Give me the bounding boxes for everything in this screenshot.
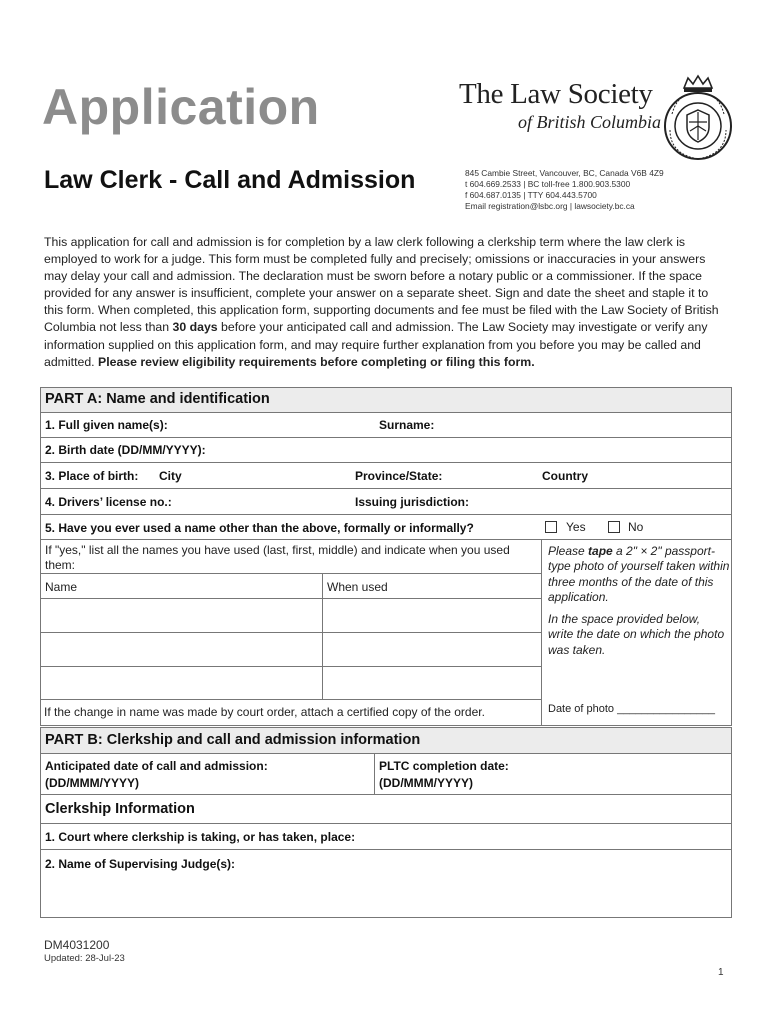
part-b-heading: PART B: Clerkship and call and admission information <box>40 727 732 754</box>
anticipated-date-label: Anticipated date of call and admission: <box>45 759 268 773</box>
if-yes-instruction: If "yes," list all the names you have used (last, first, middle) and indicate when you used them: <box>45 543 510 572</box>
anticipated-date-format: (DD/MMM/YYYY) <box>45 776 139 790</box>
photo-instruction: Please tape a 2" × 2" passport-type photo of yourself taken within three months of the date of this application. <box>548 544 730 604</box>
no-checkbox[interactable] <box>608 521 620 533</box>
contact-email: Email registration@lsbc.org | lawsociety.bc.ca <box>465 201 635 211</box>
contact-fax: f 604.687.0135 | TTY 604.443.5700 <box>465 190 597 200</box>
court-order-note: If the change in name was made by court order, attach a certified copy of the order. <box>44 705 485 719</box>
pltc-date-format: (DD/MMM/YYYY) <box>379 776 473 790</box>
anticipated-date-cell[interactable] <box>40 753 375 795</box>
law-society-crest-icon <box>662 74 734 164</box>
no-label: No <box>628 520 644 534</box>
other-name-question: 5. Have you ever used a name other than the above, formally or informally? <box>45 521 474 535</box>
drivers-license-label: 4. Drivers’ license no.: <box>45 495 172 509</box>
name-cell[interactable] <box>40 666 323 700</box>
yes-label: Yes <box>566 520 586 534</box>
org-subtitle: of British Columbia <box>518 112 662 132</box>
page-number: 1 <box>718 967 724 978</box>
date-of-photo-field[interactable]: Date of photo ________________ <box>548 703 715 715</box>
birth-date-label: 2. Birth date (DD/MM/YYYY): <box>45 443 206 457</box>
when-used-column-header <box>322 573 542 599</box>
photo-box[interactable] <box>541 539 732 726</box>
part-a-heading: PART A: Name and identification <box>40 387 732 413</box>
page-subtitle: Law Clerk - Call and Admission <box>44 166 416 194</box>
full-given-name-label: 1. Full given name(s): <box>45 418 168 432</box>
country-label: Country <box>542 469 588 483</box>
place-of-birth-row[interactable] <box>40 462 732 489</box>
when-used-column-label: When used <box>327 580 388 594</box>
pltc-date-label: PLTC completion date: <box>379 759 509 773</box>
names-column-header <box>40 573 323 599</box>
court-row[interactable] <box>40 823 732 850</box>
document-code: DM4031200 <box>44 938 110 952</box>
supervising-judge-label: 2. Name of Supervising Judge(s): <box>45 857 236 871</box>
contact-phone: t 604.669.2533 | BC toll-free 1.800.903.5300 <box>465 179 631 189</box>
name-column-label: Name <box>45 580 78 594</box>
surname-label: Surname: <box>379 418 435 432</box>
clerkship-info-heading: Clerkship Information <box>40 794 732 824</box>
yes-checkbox[interactable] <box>545 521 557 533</box>
when-used-cell[interactable] <box>322 632 542 667</box>
city-label: City <box>159 469 182 483</box>
full-name-row[interactable] <box>40 412 732 438</box>
province-state-label: Province/State: <box>355 469 443 483</box>
other-name-question-row <box>40 514 732 540</box>
page-title: Application <box>42 79 320 135</box>
birth-date-row[interactable] <box>40 437 732 463</box>
pltc-date-cell[interactable] <box>374 753 732 795</box>
updated-date: Updated: 28-Jul-23 <box>44 953 125 964</box>
name-cell[interactable] <box>40 598 323 633</box>
place-of-birth-label: 3. Place of birth: <box>45 469 139 483</box>
name-cell[interactable] <box>40 632 323 667</box>
when-used-cell[interactable] <box>322 666 542 700</box>
contact-address: 845 Cambie Street, Vancouver, BC, Canada V6B 4Z9 <box>465 168 664 178</box>
photo-date-instruction: In the space provided below, write the date on which the photo was taken. <box>548 612 725 657</box>
intro-paragraph: This application for call and admission is for completion by a law clerk following a clerkship term where the law clerk is employed to work for a judge. This form must be completed fully and precisely; omissions or inaccuracies in your answers may delay your call and admission. The declaration must be sworn before a notary public or a commissioner. If the space provided for any answer is insufficient, complete your answer on a separate sheet. Sign and date the sheet and staple it to this form. When completed, this application form, supporting documents and fee must be filed with the Law Society of British Columbia not less than 30 days before your anticipated call and admission. The Law Society may investigate or verify any information supplied on this application form, and may require further explanation from you before you may be called and admitted. Please review eligibility requirements before completing or filing this form. <box>44 235 719 369</box>
when-used-cell[interactable] <box>322 598 542 633</box>
drivers-license-row[interactable] <box>40 488 732 515</box>
court-label: 1. Court where clerkship is taking, or has taken, place: <box>45 830 356 844</box>
org-name: The Law Society <box>459 78 653 110</box>
supervising-judge-row[interactable] <box>40 849 732 918</box>
issuing-jurisdiction-label: Issuing jurisdiction: <box>355 495 470 509</box>
